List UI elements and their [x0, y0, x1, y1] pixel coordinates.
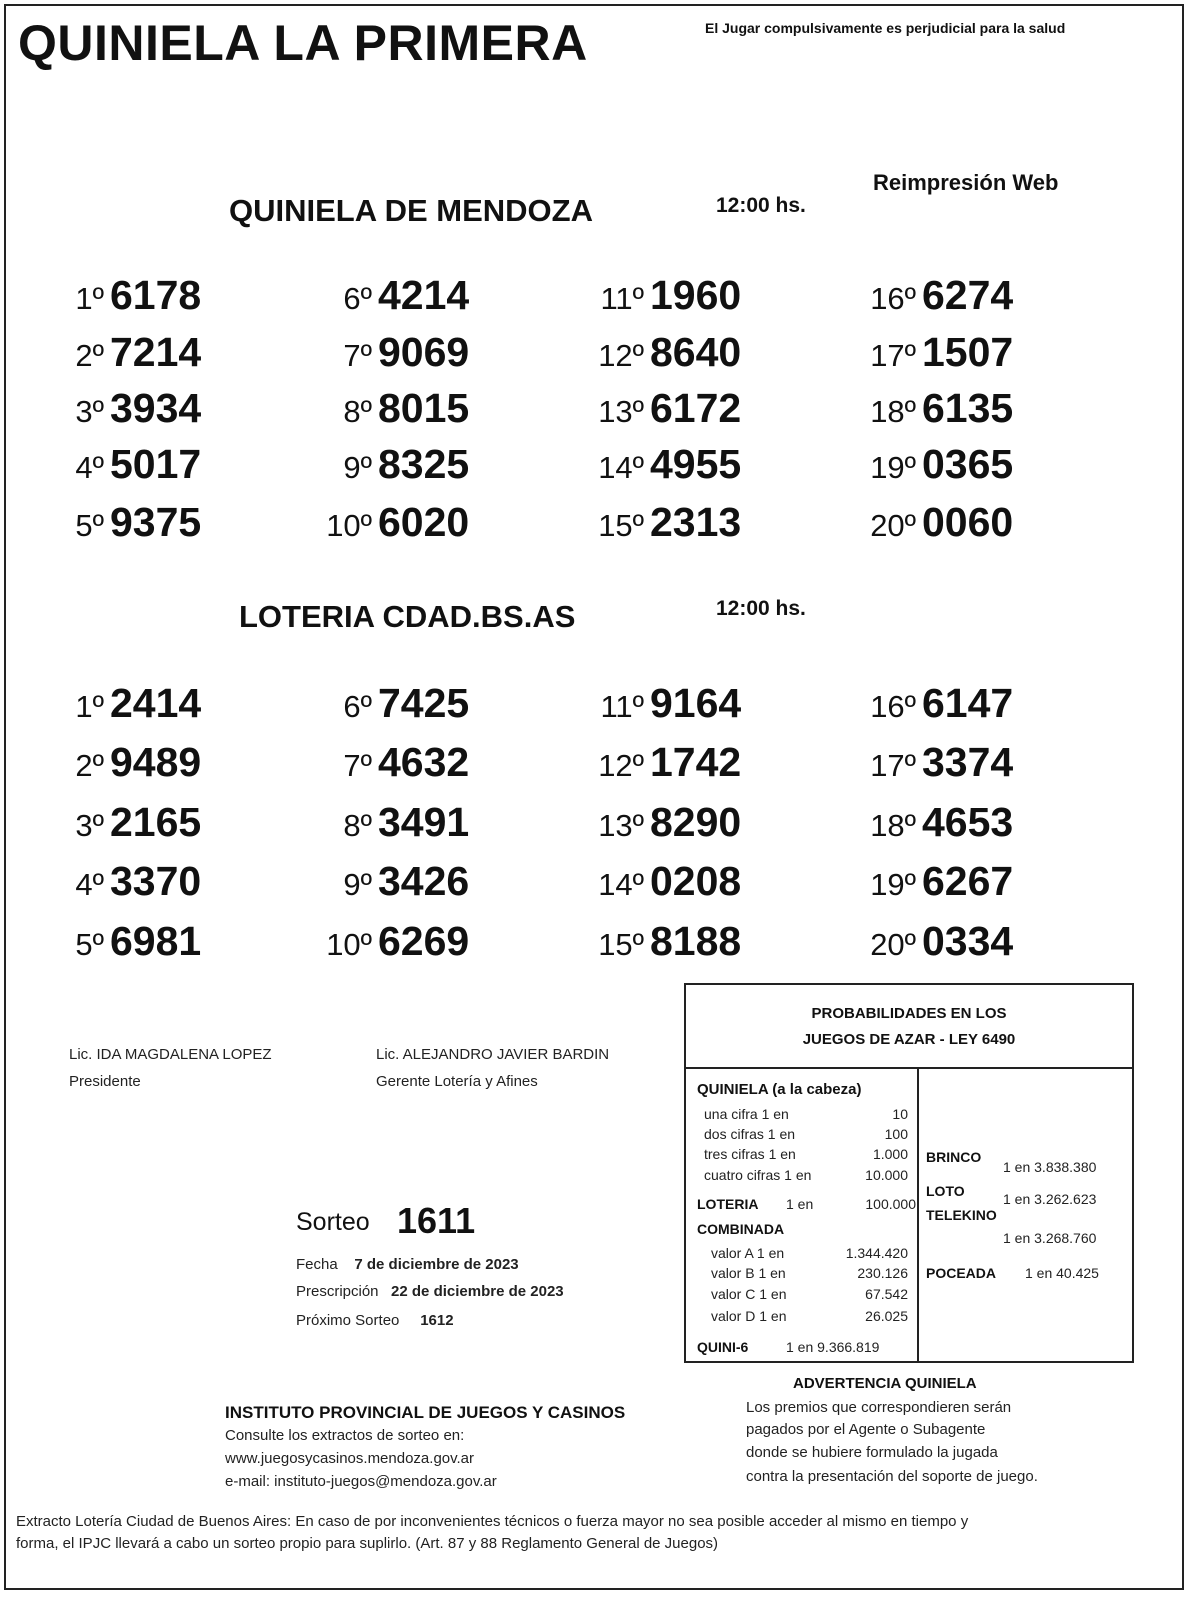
- fecha-row: [296, 1256, 519, 1273]
- result-entry: [806, 680, 1013, 727]
- sorteo-number: 1611: [397, 1200, 476, 1241]
- result-entry: [262, 799, 469, 846]
- result-entry: [806, 799, 1013, 846]
- result-position: 19º: [870, 867, 916, 902]
- result-position: 5º: [75, 508, 104, 543]
- result-entry: [0, 272, 201, 319]
- loteria-prob-label: LOTERIA: [697, 1196, 759, 1212]
- result-entry: [534, 499, 741, 546]
- result-entry: [262, 739, 469, 786]
- result-entry: [806, 441, 1013, 488]
- loteria-prob-mid: 1 en: [786, 1196, 814, 1212]
- result-position: 20º: [870, 508, 916, 543]
- result-position: 8º: [343, 808, 372, 843]
- result-entry: [262, 680, 469, 727]
- result-position: 2º: [75, 338, 104, 373]
- combinada-prob-label: valor D 1 en: [711, 1308, 787, 1324]
- poceada-prob-value: 1 en 40.425: [1025, 1265, 1099, 1281]
- result-number: 3491: [378, 799, 470, 845]
- result-number: 2414: [110, 680, 202, 726]
- advertencia-line: pagados por el Agente o Subagente: [746, 1421, 986, 1438]
- result-number: 3374: [922, 739, 1014, 785]
- result-position: 4º: [75, 867, 104, 902]
- result-entry: [262, 385, 469, 432]
- result-number: 6147: [922, 680, 1014, 726]
- result-number: 0334: [922, 918, 1014, 964]
- result-number: 7425: [378, 680, 470, 726]
- result-number: 2165: [110, 799, 202, 845]
- result-entry: [0, 918, 201, 965]
- probabilities-box: [684, 983, 1134, 1363]
- manager-name: Lic. ALEJANDRO JAVIER BARDIN: [376, 1046, 610, 1063]
- result-number: 6172: [650, 385, 742, 431]
- institute-consult: Consulte los extractos de sorteo en:: [225, 1427, 465, 1444]
- result-number: 4955: [650, 441, 742, 487]
- result-position: 1º: [75, 689, 104, 724]
- result-position: 4º: [75, 450, 104, 485]
- proximo-row: [296, 1312, 454, 1329]
- result-entry: [262, 272, 469, 319]
- quiniela-prob-label: dos cifras 1 en: [704, 1126, 796, 1142]
- combinada-prob-title: COMBINADA: [697, 1221, 785, 1237]
- result-position: 6º: [343, 689, 372, 724]
- result-entry: [534, 680, 741, 727]
- result-position: 16º: [870, 689, 916, 724]
- combinada-prob-value: 230.126: [857, 1265, 908, 1281]
- result-entry: [262, 329, 469, 376]
- result-position: 17º: [870, 748, 916, 783]
- combinada-prob-label: valor A 1 en: [711, 1245, 785, 1261]
- result-entry: [0, 441, 201, 488]
- result-entry: [0, 739, 201, 786]
- result-number: 9069: [378, 329, 470, 375]
- result-position: 10º: [326, 927, 372, 962]
- probabilities-header: [686, 985, 1132, 1069]
- telekino-prob-value: 1 en 3.268.760: [1003, 1230, 1097, 1246]
- prescripcion-value: 22 de diciembre de 2023: [391, 1283, 564, 1300]
- result-entry: [806, 499, 1013, 546]
- combinada-prob-label: valor C 1 en: [711, 1286, 787, 1302]
- combinada-prob-value: 26.025: [865, 1308, 908, 1324]
- quini6-prob-value: 1 en 9.366.819: [786, 1339, 880, 1355]
- combinada-prob-label: valor B 1 en: [711, 1265, 786, 1281]
- result-entry: [534, 918, 741, 965]
- institute-name: INSTITUTO PROVINCIAL DE JUEGOS Y CASINOS: [225, 1403, 626, 1422]
- result-position: 9º: [343, 450, 372, 485]
- combinada-prob-value: 1.344.420: [845, 1245, 908, 1261]
- sorteo-label: Sorteo: [296, 1208, 370, 1236]
- result-number: 4214: [378, 272, 470, 318]
- fecha-value: 7 de diciembre de 2023: [354, 1256, 519, 1273]
- page-title: QUINIELA LA PRIMERA: [18, 15, 588, 71]
- result-number: 4632: [378, 739, 470, 785]
- advertencia-line: Los premios que correspondieren serán: [746, 1399, 1012, 1416]
- reprint-label: Reimpresión Web: [873, 170, 1059, 195]
- quini6-prob-label: QUINI-6: [697, 1339, 749, 1355]
- result-number: 0365: [922, 441, 1014, 487]
- result-number: 8290: [650, 799, 742, 845]
- ciudad-section-title: LOTERIA CDAD.BS.AS: [239, 599, 576, 634]
- advertencia-title: ADVERTENCIA QUINIELA: [793, 1375, 977, 1392]
- result-entry: [806, 385, 1013, 432]
- brinco-prob-value: 1 en 3.838.380: [1003, 1159, 1097, 1175]
- result-entry: [534, 739, 741, 786]
- prescripcion-row: [296, 1283, 564, 1300]
- loteria-prob-value: 100.000: [865, 1196, 916, 1212]
- probabilities-title-line2: JUEGOS DE AZAR - LEY 6490: [802, 1031, 1016, 1048]
- result-number: 6178: [110, 272, 202, 318]
- result-entry: [806, 272, 1013, 319]
- result-number: 5017: [110, 441, 202, 487]
- result-position: 12º: [598, 748, 644, 783]
- proximo-label: Próximo Sorteo: [296, 1312, 400, 1329]
- president-role: Presidente: [69, 1073, 141, 1090]
- quiniela-prob-label: una cifra 1 en: [704, 1106, 789, 1122]
- result-entry: [534, 385, 741, 432]
- result-number: 6135: [922, 385, 1014, 431]
- result-entry: [534, 272, 741, 319]
- fecha-label: Fecha: [296, 1256, 338, 1273]
- result-entry: [262, 858, 469, 905]
- result-number: 0208: [650, 858, 742, 904]
- result-position: 14º: [598, 450, 644, 485]
- result-position: 17º: [870, 338, 916, 373]
- mendoza-draw-time: 12:00 hs.: [716, 194, 806, 217]
- quiniela-prob-value: 100: [884, 1126, 908, 1142]
- quiniela-prob-value: 10.000: [865, 1167, 908, 1183]
- result-number: 6274: [922, 272, 1014, 318]
- advertencia-line: donde se hubiere formulado la jugada: [746, 1444, 998, 1461]
- result-position: 7º: [343, 338, 372, 373]
- poceada-prob-label: POCEADA: [926, 1265, 997, 1281]
- advertencia-line: contra la presentación del soporte de juego.: [746, 1468, 1038, 1485]
- result-number: 3370: [110, 858, 202, 904]
- probabilities-title-line1: PROBABILIDADES EN LOS: [811, 1005, 1007, 1022]
- result-number: 1742: [650, 739, 742, 785]
- institute-email: e-mail: instituto-juegos@mendoza.gov.ar: [225, 1473, 497, 1490]
- result-position: 7º: [343, 748, 372, 783]
- result-entry: [806, 739, 1013, 786]
- result-position: 9º: [343, 867, 372, 902]
- result-entry: [262, 499, 469, 546]
- result-position: 13º: [598, 394, 644, 429]
- quiniela-prob-title: QUINIELA (a la cabeza): [697, 1081, 862, 1098]
- result-entry: [0, 858, 201, 905]
- result-entry: [0, 680, 201, 727]
- quiniela-prob-value: 10: [892, 1106, 908, 1122]
- result-number: 9489: [110, 739, 202, 785]
- loto-prob-value: 1 en 3.262.623: [1003, 1191, 1097, 1207]
- result-position: 11º: [600, 281, 644, 316]
- result-entry: [534, 799, 741, 846]
- result-entry: [0, 499, 201, 546]
- result-position: 15º: [598, 927, 644, 962]
- result-entry: [806, 858, 1013, 905]
- result-position: 16º: [870, 281, 916, 316]
- footer-line: forma, el IPJC llevará a cabo un sorteo propio para suplirlo. (Art. 87 y 88 Reglamento General de Juegos): [16, 1535, 719, 1552]
- loto-prob-label: LOTO: [926, 1183, 965, 1199]
- result-entry: [806, 918, 1013, 965]
- result-position: 20º: [870, 927, 916, 962]
- result-number: 6020: [378, 499, 470, 545]
- result-position: 13º: [598, 808, 644, 843]
- result-position: 3º: [75, 394, 104, 429]
- result-entry: [0, 385, 201, 432]
- result-entry: [262, 918, 469, 965]
- result-number: 6267: [922, 858, 1014, 904]
- result-number: 8325: [378, 441, 470, 487]
- brinco-prob-label: BRINCO: [926, 1149, 982, 1165]
- result-number: 3426: [378, 858, 470, 904]
- result-position: 19º: [870, 450, 916, 485]
- result-entry: [262, 441, 469, 488]
- result-entry: [534, 858, 741, 905]
- result-position: 6º: [343, 281, 372, 316]
- result-number: 9375: [110, 499, 202, 545]
- result-position: 12º: [598, 338, 644, 373]
- combinada-prob-value: 67.542: [865, 1286, 908, 1302]
- result-entry: [534, 329, 741, 376]
- quiniela-prob-label: cuatro cifras 1 en: [704, 1167, 812, 1183]
- health-warning: El Jugar compulsivamente es perjudicial para la salud: [705, 20, 1066, 36]
- result-number: 2313: [650, 499, 742, 545]
- quiniela-prob-label: tres cifras 1 en: [704, 1146, 796, 1162]
- result-position: 1º: [75, 281, 104, 316]
- result-number: 9164: [650, 680, 742, 726]
- result-entry: [806, 329, 1013, 376]
- result-number: 8188: [650, 918, 742, 964]
- result-number: 7214: [110, 329, 202, 375]
- result-entry: [0, 799, 201, 846]
- quiniela-prob-value: 1.000: [872, 1146, 908, 1162]
- result-position: 18º: [870, 394, 916, 429]
- result-number: 0060: [922, 499, 1014, 545]
- telekino-prob-label: TELEKINO: [926, 1207, 997, 1223]
- result-number: 3934: [110, 385, 202, 431]
- proximo-value: 1612: [420, 1312, 454, 1329]
- result-position: 14º: [598, 867, 644, 902]
- president-name: Lic. IDA MAGDALENA LOPEZ: [69, 1046, 272, 1063]
- result-entry: [534, 441, 741, 488]
- result-number: 8640: [650, 329, 742, 375]
- result-position: 18º: [870, 808, 916, 843]
- result-position: 2º: [75, 748, 104, 783]
- result-position: 11º: [600, 689, 644, 724]
- ciudad-draw-time: 12:00 hs.: [716, 597, 806, 620]
- prescripcion-label: Prescripción: [296, 1283, 379, 1300]
- result-number: 6981: [110, 918, 202, 964]
- institute-website: www.juegosycasinos.mendoza.gov.ar: [225, 1450, 475, 1467]
- result-entry: [0, 329, 201, 376]
- result-position: 10º: [326, 508, 372, 543]
- manager-role: Gerente Lotería y Afines: [376, 1073, 538, 1090]
- result-position: 5º: [75, 927, 104, 962]
- result-position: 3º: [75, 808, 104, 843]
- result-number: 1960: [650, 272, 742, 318]
- mendoza-section-title: QUINIELA DE MENDOZA: [229, 193, 593, 228]
- result-number: 6269: [378, 918, 470, 964]
- probabilities-divider: [917, 1069, 919, 1361]
- result-position: 8º: [343, 394, 372, 429]
- result-number: 1507: [922, 329, 1014, 375]
- footer-line: Extracto Lotería Ciudad de Buenos Aires: En caso de por inconvenientes técnicos o fuerza mayor no sea posible acceder al mismo en tiempo y: [16, 1513, 969, 1530]
- result-number: 4653: [922, 799, 1014, 845]
- result-number: 8015: [378, 385, 470, 431]
- result-position: 15º: [598, 508, 644, 543]
